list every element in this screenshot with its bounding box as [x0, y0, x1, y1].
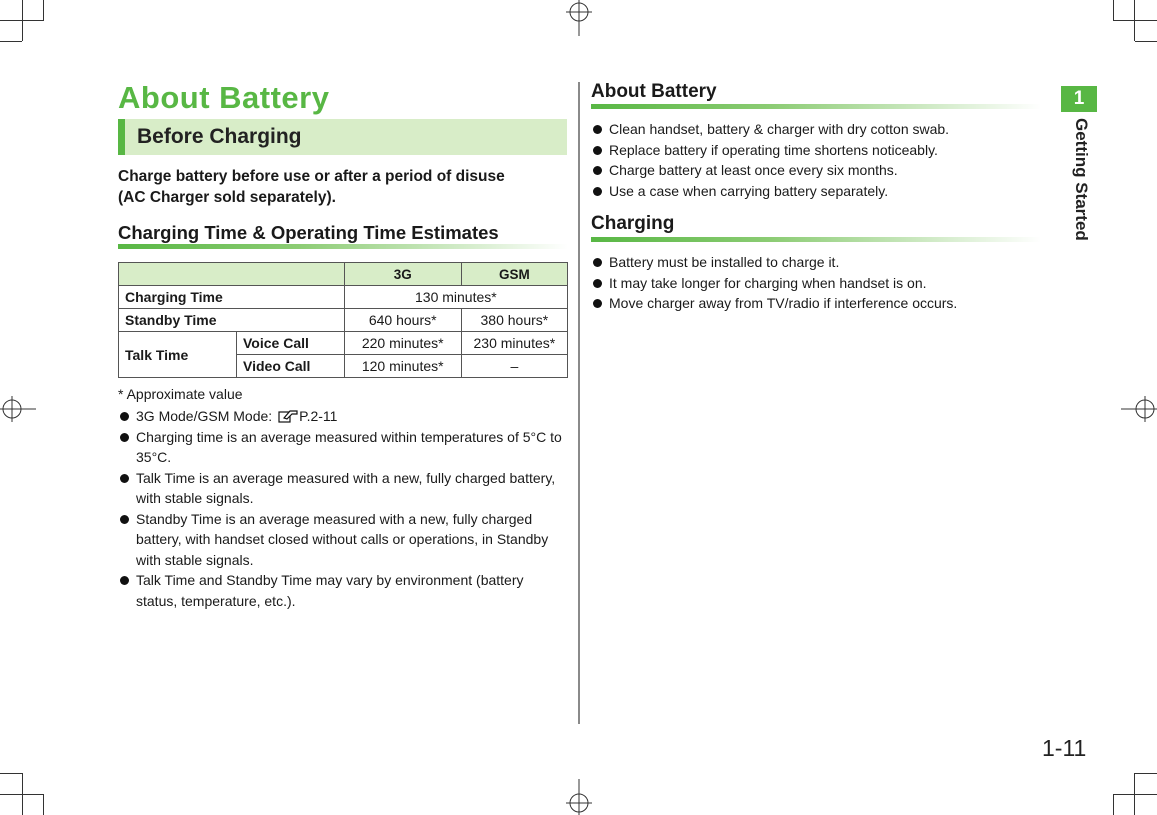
page-title: About Battery [118, 80, 330, 115]
tip-text: Use a case when carrying battery separately. [609, 182, 889, 199]
registration-mark-top [566, 0, 592, 36]
charging-heading: Charging [591, 213, 675, 234]
crop-mark [0, 41, 22, 42]
heading-underline [591, 237, 1041, 242]
registration-mark-bottom [566, 779, 592, 815]
tip-text: Charge battery at least once every six months. [609, 162, 898, 178]
list-item [591, 119, 1031, 140]
row-label-voice: Voice Call [237, 332, 345, 355]
section-header-label: Before Charging [137, 125, 302, 148]
row-label-standby: Standby Time [119, 309, 345, 332]
note-text: Talk Time is an average measured with a new, fully charged battery, with stable signals. [136, 469, 556, 506]
estimates-heading: Charging Time & Operating Time Estimates [118, 222, 499, 243]
video-3g-value: 120 minutes* [344, 355, 461, 378]
tip-text: Battery must be installed to charge it. [609, 254, 840, 270]
charging-value: 130 minutes* [344, 286, 567, 309]
list-item [591, 140, 1031, 161]
table-row [119, 286, 568, 309]
table-header-gsm: GSM [461, 263, 567, 286]
standby-3g-value: 640 hours* [344, 309, 461, 332]
voice-gsm-value: 230 minutes* [461, 332, 567, 355]
list-item [118, 570, 568, 611]
tip-text: It may take longer for charging when handset is on. [609, 274, 927, 291]
video-gsm-value: – [461, 355, 567, 378]
chapter-title [1067, 118, 1091, 248]
intro-line: (AC Charger sold separately). [118, 189, 336, 206]
row-label-talk: Talk Time [119, 332, 237, 378]
bullet-icon [120, 412, 129, 421]
list-item [591, 181, 1031, 202]
about-battery-heading: About Battery [591, 81, 717, 102]
list-item [591, 252, 1031, 273]
heading-underline [591, 104, 1041, 109]
crop-mark [1135, 773, 1157, 774]
estimates-table [118, 262, 568, 378]
bullet-icon [120, 515, 129, 524]
bullet-icon [120, 576, 129, 585]
list-item [118, 406, 568, 427]
crop-mark [1113, 0, 1114, 20]
list-item [591, 160, 1031, 181]
table-row [119, 309, 568, 332]
note-text: Talk Time and Standby Time may vary by environment (battery status, temperature, etc.). [136, 572, 524, 609]
bullet-icon [593, 279, 602, 288]
standby-gsm-value: 380 hours* [461, 309, 567, 332]
registration-mark-right [1121, 396, 1157, 422]
bullet-icon [593, 166, 602, 175]
chapter-number-tab: 1 [1061, 86, 1097, 112]
table-row [119, 332, 568, 355]
list-item [118, 468, 568, 509]
list-item [118, 427, 568, 468]
tip-text: Move charger away from TV/radio if interference occurs. [609, 295, 958, 311]
heading-underline [118, 244, 568, 249]
chapter-title-label: Getting Started [1072, 118, 1091, 241]
page-reference-icon[interactable] [278, 409, 298, 423]
list-item [591, 293, 1031, 314]
bullet-icon [593, 146, 602, 155]
crop-mark [1113, 794, 1114, 815]
bullet-icon [593, 299, 602, 308]
list-item [591, 273, 1031, 294]
row-label-video: Video Call [237, 355, 345, 378]
crop-mark [1113, 20, 1157, 21]
bullet-icon [593, 258, 602, 267]
voice-3g-value: 220 minutes* [344, 332, 461, 355]
footnote: * Approximate value [118, 386, 243, 402]
bullet-icon [593, 125, 602, 134]
column-divider [578, 82, 580, 724]
crop-mark [0, 773, 22, 774]
bullet-icon [593, 187, 602, 196]
page-number: 1-11 [1042, 735, 1087, 761]
about-battery-list [591, 119, 1031, 201]
note-text: Standby Time is an average measured with a new, fully charged battery, with handset closed without calls or operations, in Standby with stable signals. [136, 510, 549, 568]
note-page-link[interactable]: P.2-11 [299, 408, 338, 424]
section-header [118, 119, 567, 155]
crop-mark [1135, 41, 1157, 42]
list-item [118, 509, 568, 571]
intro-line: Charge battery before use or after a period of disuse [118, 168, 505, 185]
crop-mark [0, 20, 44, 21]
notes-list [118, 406, 568, 611]
bullet-icon [120, 433, 129, 442]
table-header-3g: 3G [344, 263, 461, 286]
row-label-charging: Charging Time [119, 286, 345, 309]
note-text: Charging time is an average measured within temperatures of 5°C to 35°C. [136, 428, 562, 465]
table-header-row [119, 263, 568, 286]
note-prefix: 3G Mode/GSM Mode: [136, 408, 277, 424]
intro-text [118, 166, 568, 208]
crop-mark [43, 794, 44, 815]
registration-mark-left [0, 396, 36, 422]
tip-text: Replace battery if operating time shortens noticeably. [609, 141, 938, 158]
crop-mark [43, 0, 44, 20]
crop-mark [0, 794, 44, 795]
crop-mark [1113, 794, 1157, 795]
charging-list [591, 252, 1031, 314]
bullet-icon [120, 474, 129, 483]
table-header-empty [119, 263, 345, 286]
tip-text: Clean handset, battery & charger with dry cotton swab. [609, 121, 950, 137]
